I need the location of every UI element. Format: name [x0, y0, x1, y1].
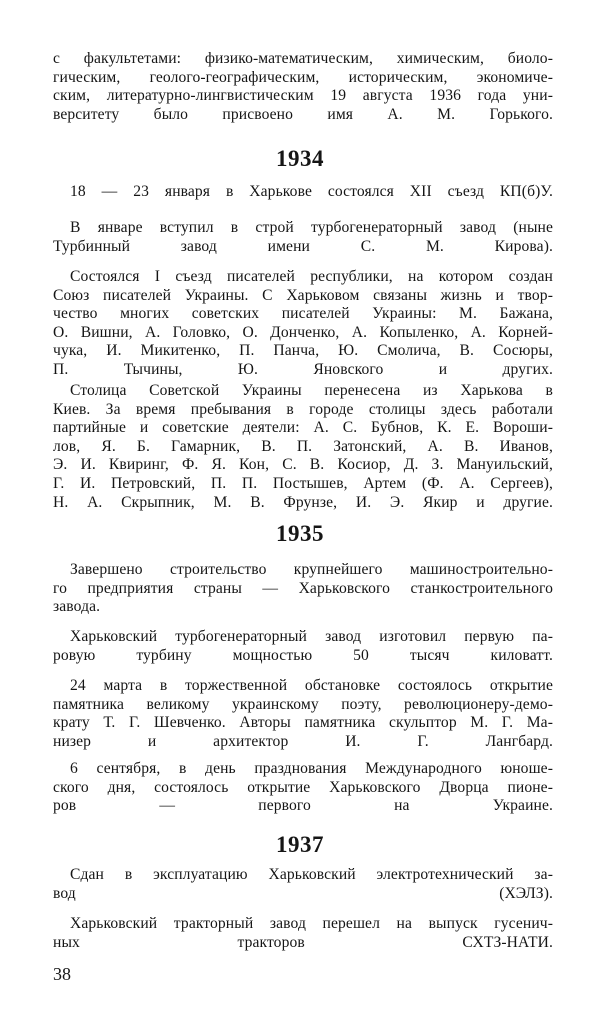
text-line: ных тракторов СХТЗ-НАТИ. — [53, 933, 553, 951]
text-line: вод (ХЭЛЗ). — [53, 884, 553, 902]
text-line: крату Т. Г. Шевченко. Авторы памятника скульптор М. Г. Ма- — [53, 714, 553, 732]
intro-paragraph — [53, 50, 553, 124]
paragraph-1934-4 — [53, 382, 553, 512]
text-line: Г. И. Петровский, П. П. Постышев, Артем (Ф. А. Сергеев), — [53, 474, 553, 492]
text-line: чество многих советских писателей Украины: М. Бажана, — [53, 305, 553, 323]
paragraph-1935-4 — [53, 760, 553, 816]
text-line: 6 сентября, в день празднования Международного юноше- — [70, 760, 553, 777]
text-line: ровую турбину мощностью 50 тысяч киловатт. — [53, 646, 553, 664]
text-line: го предприятия страны — Харьковского станкостроительного — [53, 579, 553, 597]
paragraph-1935-3 — [53, 677, 553, 751]
text-line: лов, Я. Б. Гамарник, В. П. Затонский, А. В. Иванов, — [53, 437, 553, 455]
year-heading-1937: 1937 — [276, 832, 324, 857]
text-line: верситету было присвоено имя А. М. Горького. — [53, 105, 553, 123]
text-line: партийные и советские деятели: А. С. Бубнов, К. Е. Вороши- — [53, 419, 553, 437]
paragraph-1935-2 — [53, 628, 553, 665]
text-line: Э. И. Квиринг, Ф. Я. Кон, С. В. Косиор, Д. З. Мануильский, — [53, 456, 553, 474]
text-line: завода. — [53, 598, 101, 616]
paragraph-1934-1 — [53, 183, 553, 202]
text-line: Н. А. Скрыпник, М. В. Фрунзе, И. Э. Якир и другие. — [53, 493, 553, 511]
text-line: памятника великому украинскому поэту, революционеру-демо- — [53, 695, 553, 713]
text-line: Харьковский турбогенераторный завод изготовил первую па- — [70, 628, 553, 645]
text-line: 18 — 23 января в Харькове состоялся XII съезд КП(б)У. — [70, 183, 553, 200]
text-line: чука, И. Микитенко, П. Панча, Ю. Смолича, В. Сосюры, — [53, 342, 553, 360]
text-line: Состоялся I съезд писателей республики, на котором создан — [70, 268, 553, 285]
paragraph-1937-2 — [53, 915, 553, 952]
text-line: Харьковский тракторный завод перешел на выпуск гусенич- — [70, 915, 553, 932]
text-line: Завершено строительство крупнейшего машиностроительно- — [70, 561, 553, 578]
text-line: Сдан в эксплуатацию Харьковский электротехнический за- — [70, 866, 553, 883]
text-line: с факультетами: физико-математическим, химическим, биоло- — [53, 50, 553, 67]
page-number: 38 — [53, 964, 71, 984]
year-heading-1934: 1934 — [276, 146, 324, 171]
text-line: Киев. За время пребывания в городе столицы здесь работали — [53, 400, 553, 418]
year-heading-1935: 1935 — [276, 521, 324, 546]
text-line: В январе вступил в строй турбогенераторный завод (ныне — [70, 219, 553, 236]
text-line: О. Вишни, А. Головко, О. Донченко, А. Копыленко, А. Корней- — [53, 323, 553, 341]
text-line: ров — первого на Украине. — [53, 797, 553, 815]
text-line: ского дня, состоялось открытие Харьковского Дворца пионе- — [53, 778, 553, 796]
text-line: Союз писателей Украины. С Харьковом связаны жизнь и твор- — [53, 286, 553, 304]
paragraph-1934-3 — [53, 268, 553, 380]
text-line: гическим, геолого-географическим, историческим, экономиче- — [53, 68, 553, 86]
text-line: ским, литературно-лингвистическим 19 августа 1936 года уни- — [53, 87, 553, 105]
text-line: 24 марта в торжественной обстановке состоялось открытие — [70, 677, 553, 694]
paragraph-1934-2 — [53, 219, 553, 256]
text-line: низер и архитектор И. Г. Лангбард. — [53, 732, 553, 750]
text-line: П. Тычины, Ю. Яновского и других. — [53, 360, 553, 378]
paragraph-1937-1 — [53, 866, 553, 903]
text-line: Турбинный завод имени С. М. Кирова). — [53, 237, 553, 255]
paragraph-1935-1 — [53, 561, 553, 617]
text-line: Столица Советской Украины перенесена из Харькова в — [70, 382, 553, 399]
